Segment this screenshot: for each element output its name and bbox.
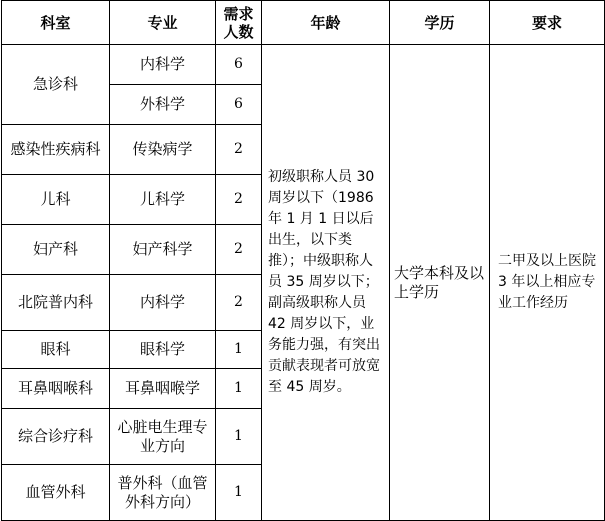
header-education: 学历	[390, 1, 490, 45]
recruitment-table	[1, 0, 605, 521]
header-major: 专业	[110, 1, 216, 45]
dept-cell: 北院普内科	[2, 275, 110, 331]
count-cell: 2	[216, 125, 262, 175]
education-cell: 大学本科及以上学历	[390, 45, 490, 521]
major-cell: 内科学	[110, 45, 216, 85]
count-cell: 2	[216, 225, 262, 275]
header-requirement: 要求	[490, 1, 605, 45]
count-cell: 1	[216, 369, 262, 409]
count-cell: 1	[216, 465, 262, 521]
major-cell: 心脏电生理专业方向	[110, 409, 216, 465]
major-cell: 眼科学	[110, 331, 216, 369]
count-cell: 1	[216, 331, 262, 369]
header-dept: 科室	[2, 1, 110, 45]
count-cell: 6	[216, 45, 262, 85]
dept-cell: 儿科	[2, 175, 110, 225]
major-cell: 普外科（血管外科方向）	[110, 465, 216, 521]
header-row	[2, 1, 605, 45]
dept-cell: 血管外科	[2, 465, 110, 521]
header-count: 需求人数	[216, 1, 262, 45]
dept-cell: 眼科	[2, 331, 110, 369]
requirement-cell: 二甲及以上医院 3 年以上相应专业工作经历	[490, 45, 605, 521]
count-cell: 2	[216, 175, 262, 225]
major-cell: 内科学	[110, 275, 216, 331]
dept-cell: 耳鼻咽喉科	[2, 369, 110, 409]
dept-cell: 综合诊疗科	[2, 409, 110, 465]
dept-cell: 急诊科	[2, 45, 110, 125]
count-cell: 2	[216, 275, 262, 331]
major-cell: 耳鼻咽喉学	[110, 369, 216, 409]
count-cell: 6	[216, 85, 262, 125]
header-age: 年龄	[262, 1, 390, 45]
major-cell: 外科学	[110, 85, 216, 125]
dept-cell: 妇产科	[2, 225, 110, 275]
major-cell: 传染病学	[110, 125, 216, 175]
major-cell: 妇产科学	[110, 225, 216, 275]
age-cell: 初级职称人员 30 周岁以下（1986 年 1 月 1 日以后出生，以下类推）；中级职称人员 35 周岁以下；副高级职称人员 42 周岁以下，业务能力强，有突出贡献表现者可放宽至 45 周岁。	[262, 45, 390, 521]
count-cell: 1	[216, 409, 262, 465]
dept-cell: 感染性疾病科	[2, 125, 110, 175]
major-cell: 儿科学	[110, 175, 216, 225]
table-row	[2, 45, 605, 85]
